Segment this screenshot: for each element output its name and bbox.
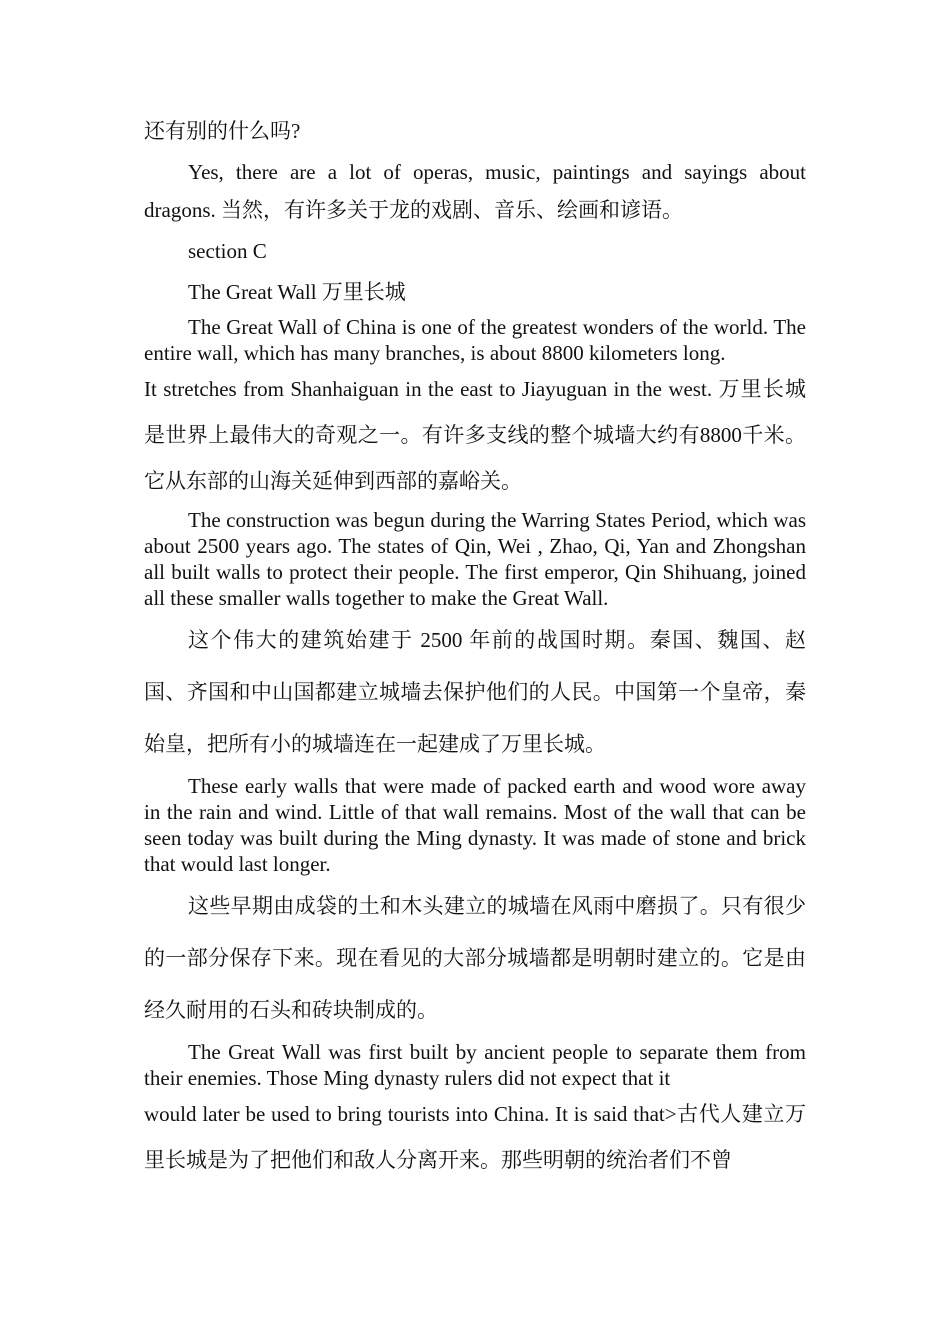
paragraph-question: 还有别的什么吗? [144, 119, 301, 143]
paragraph-construction-en: The construction was begun during the Warring States Period, which was about 2500 years ago. The states of Qin, Wei , Zhao, Qi, Yan and Zhongshan all built walls to protect their people. The first emperor, Qin Shihuang, joined all these smaller walls together to make the Great Wall. [144, 508, 806, 610]
paragraph-purpose-mixed: would later be used to bring tourists into China. It is said that>古代人建立万里长城是为了把他们和敌人分离开来。那些明朝的统治者们不曾 [144, 1102, 806, 1172]
section-heading: section C [188, 239, 267, 263]
article-title: The Great Wall 万里长城 [188, 280, 406, 304]
paragraph-construction-zh: 这个伟大的建筑始建于 2500 年前的战国时期。秦国、魏国、赵国、齐国和中山国都建立城墙去保护他们的人民。中国第一个皇帝，秦始皇，把所有小的城墙连在一起建成了万里长城。 [144, 628, 806, 756]
document-page [144, 112, 806, 1183]
paragraph-early-walls-zh: 这些早期由成袋的土和木头建立的城墙在风雨中磨损了。只有很少的一部分保存下来。现在看见的大部分城墙都是明朝时建立的。它是由经久耐用的石头和砖块制成的。 [144, 894, 806, 1022]
paragraph-early-walls-en: These early walls that were made of packed earth and wood wore away in the rain and wind. Little of that wall remains. Most of the wall that can be seen today was built during the Ming dynasty. It was made of stone and brick that would last longer. [144, 774, 806, 876]
paragraph-intro-en: The Great Wall of China is one of the greatest wonders of the world. The entire wall, which has many branches, is about 8800 kilometers long. [144, 315, 806, 365]
paragraph-dragons-answer: Yes, there are a lot of operas, music, paintings and sayings about dragons. 当然，有许多关于龙的戏剧、音乐、绘画和谚语。 [144, 160, 806, 222]
paragraph-intro-mixed: It stretches from Shanhaiguan in the east to Jiayuguan in the west. 万里长城是世界上最伟大的奇观之一。有许多支线的整个城墙大约有8800千米。它从东部的山海关延伸到西部的嘉峪关。 [144, 377, 806, 493]
paragraph-purpose-en: The Great Wall was first built by ancient people to separate them from their enemies. Those Ming dynasty rulers did not expect that it [144, 1040, 806, 1090]
